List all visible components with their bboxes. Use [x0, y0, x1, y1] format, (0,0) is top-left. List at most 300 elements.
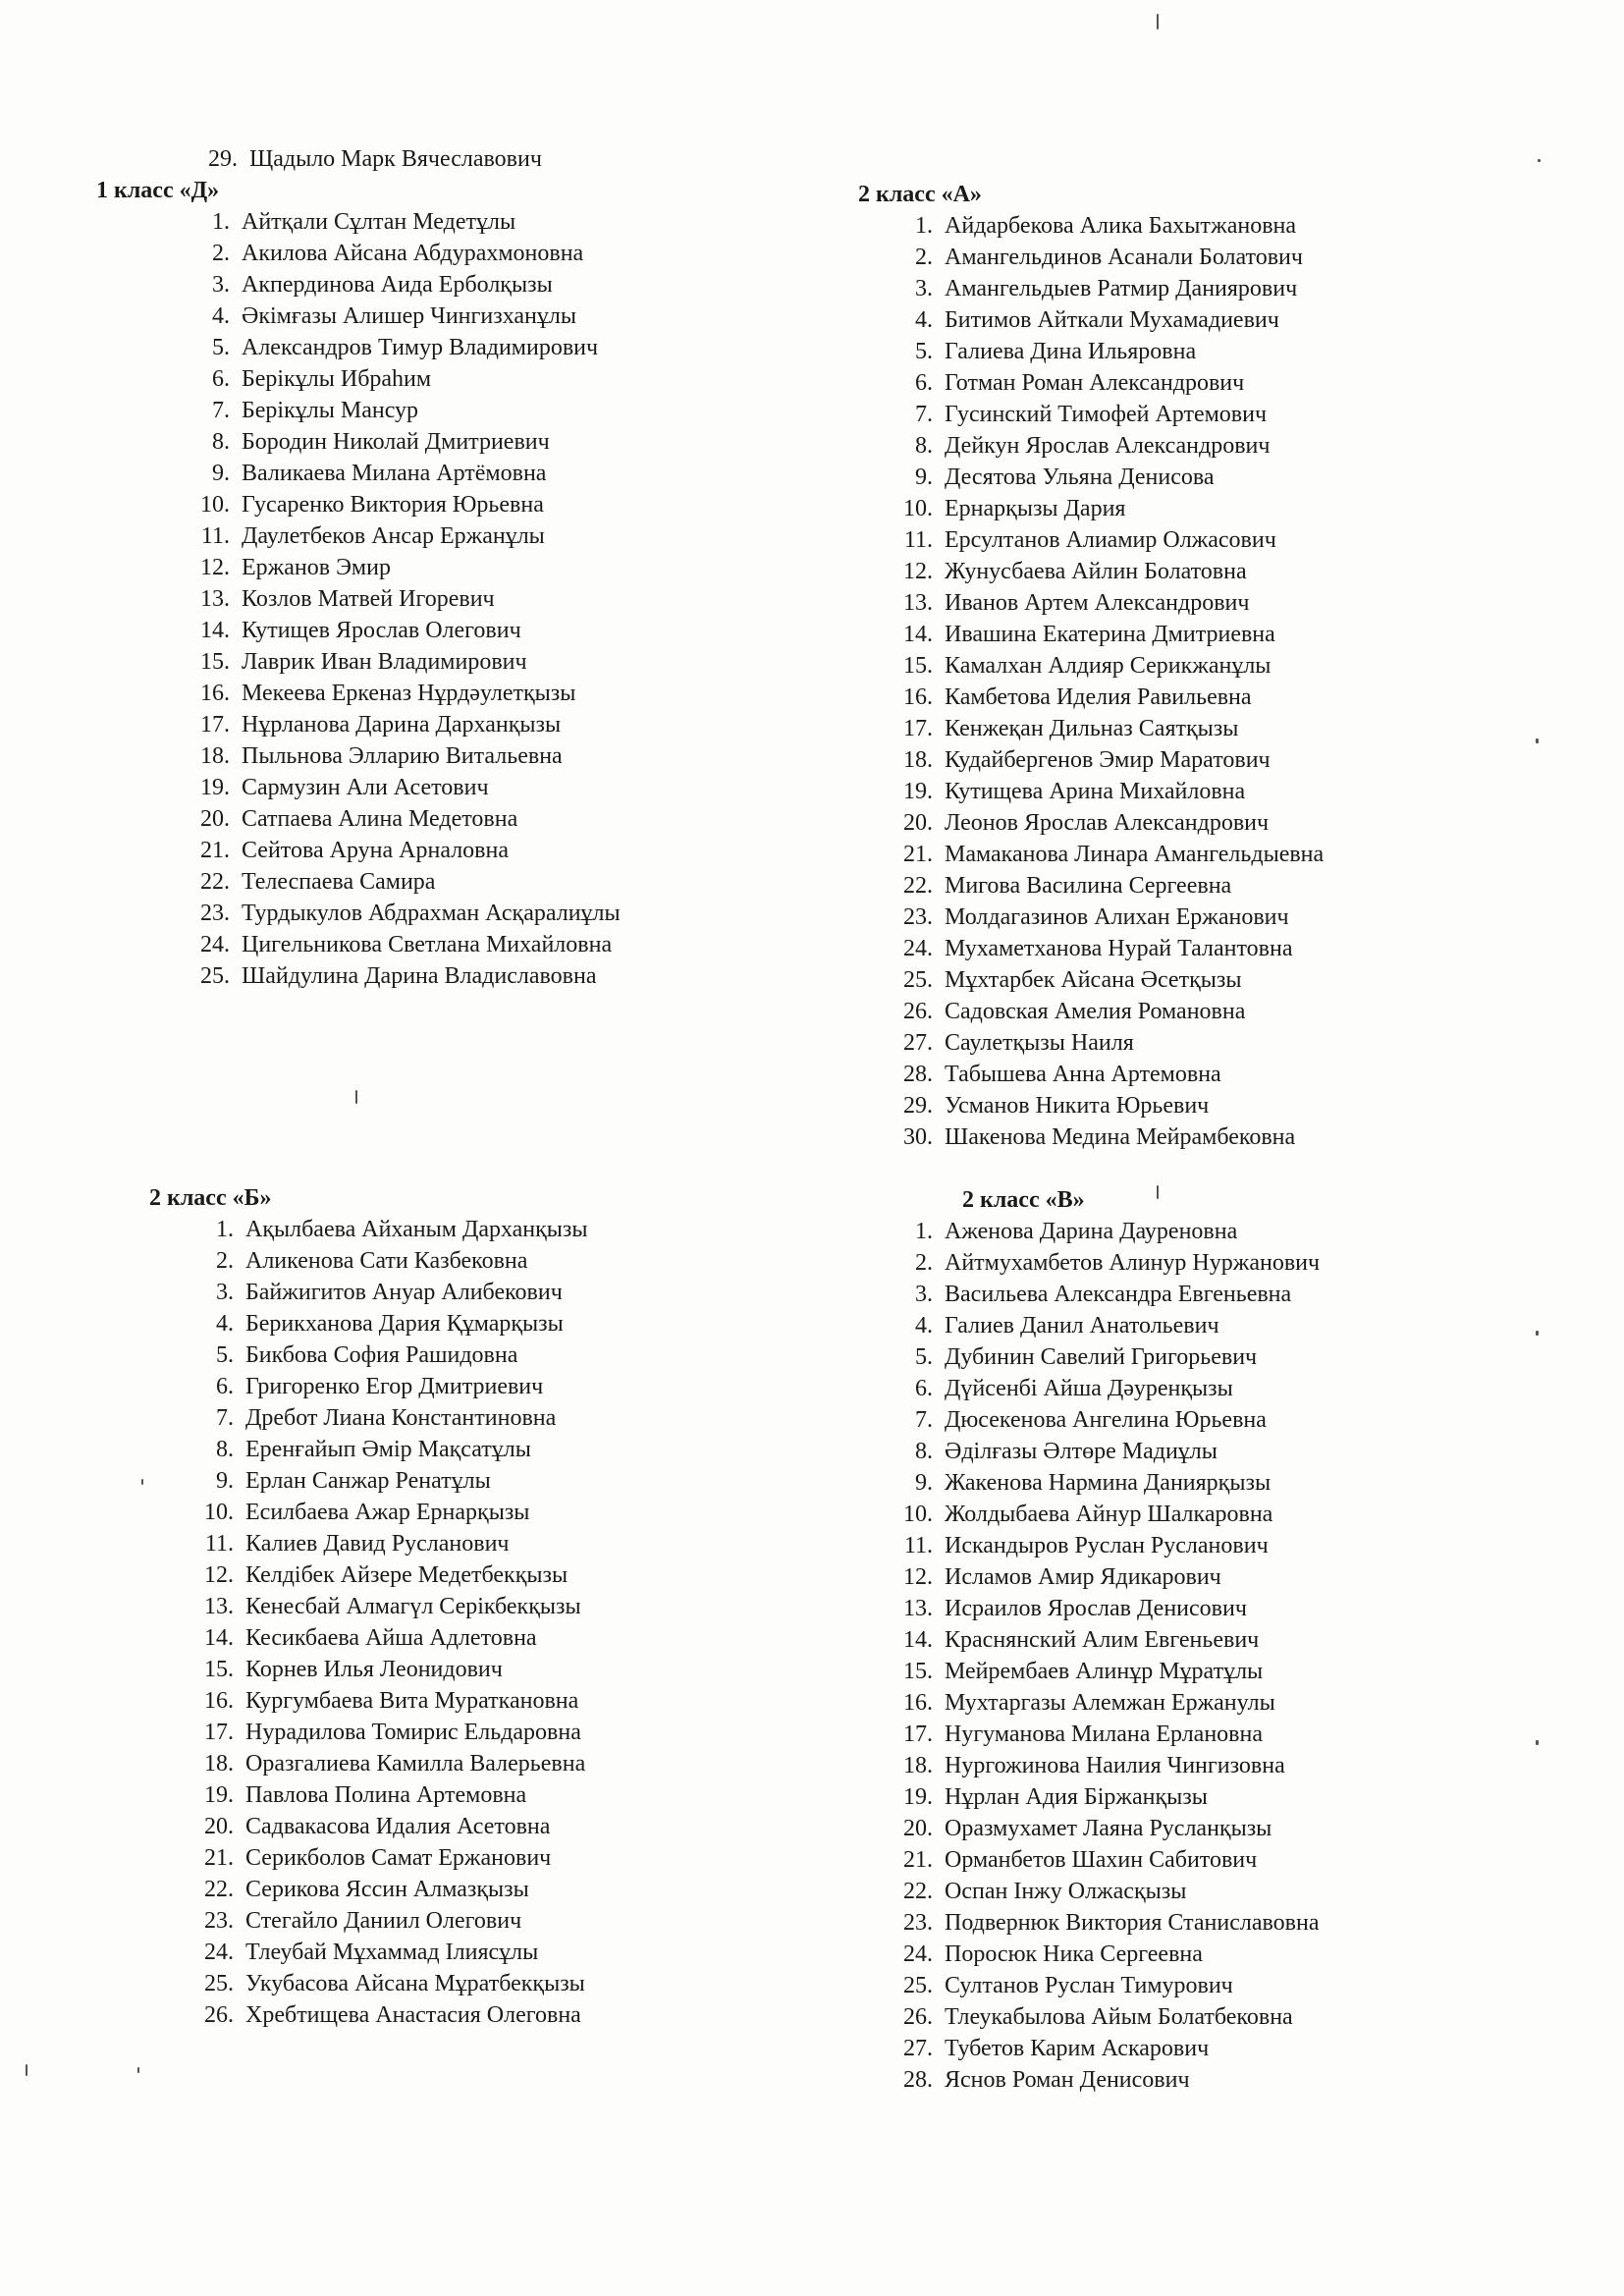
scan-speck — [137, 2067, 139, 2073]
student-name: Галиев Данил Анатольевич — [945, 1313, 1219, 1339]
student-name: Кургумбаева Вита Мураткановна — [245, 1688, 579, 1714]
carry-over-name: Щадыло Марк Вячеславович — [249, 146, 542, 172]
student-name: Яснов Роман Денисович — [945, 2067, 1190, 2093]
student-name: Кудайбергенов Эмир Маратович — [945, 747, 1271, 773]
student-number: 21. — [903, 842, 933, 867]
student-name: Кенесбай Алмагүл Серікбекқызы — [245, 1594, 581, 1619]
student-number: 6. — [915, 1376, 933, 1401]
carry-over-number: 29. — [208, 146, 238, 172]
student-name: Жакенова Нармина Даниярқызы — [945, 1470, 1272, 1496]
student-name: Иванов Артем Александрович — [945, 590, 1250, 616]
student-row — [192, 1371, 588, 1402]
scan-speck — [26, 2064, 27, 2076]
student-name: Бикбова София Рашидовна — [245, 1342, 518, 1368]
student-number: 6. — [212, 366, 230, 392]
student-name: Тлеубай Мұхаммад Ілиясұлы — [245, 1940, 539, 1965]
student-row — [192, 1842, 588, 1874]
student-row — [892, 1624, 1320, 1656]
student-number: 15. — [903, 1659, 933, 1684]
student-row — [189, 238, 621, 269]
student-name: Табышева Анна Артемовна — [945, 1062, 1221, 1087]
class-block-2b — [149, 1182, 588, 2031]
student-name: Берікұлы Мансур — [242, 398, 419, 423]
student-name: Мейрембаев Алинұр Мұратұлы — [945, 1659, 1264, 1684]
student-name: Гусинский Тимофей Артемович — [945, 402, 1268, 427]
student-name: Аженова Дарина Дауреновна — [945, 1219, 1238, 1244]
student-name: Оразгалиева Камилла Валерьевна — [245, 1751, 586, 1777]
student-name: Укубасова Айсана Мұратбекқызы — [245, 1971, 585, 1996]
student-number: 13. — [200, 586, 230, 612]
student-name: Леонов Ярослав Александрович — [945, 810, 1270, 836]
student-number: 2. — [216, 1248, 234, 1274]
student-number: 15. — [200, 649, 230, 675]
student-row — [892, 1970, 1320, 2001]
student-number: 23. — [903, 904, 933, 930]
student-name: Дюсекенова Ангелина Юрьевна — [945, 1407, 1267, 1433]
student-row — [892, 2064, 1320, 2096]
student-name: Бородин Николай Дмитриевич — [242, 429, 550, 455]
student-row — [189, 520, 621, 552]
student-name: Дүйсенбі Айша Дәуренқызы — [945, 1376, 1233, 1401]
student-number: 11. — [903, 1533, 933, 1558]
student-number: 18. — [903, 1753, 933, 1778]
student-number: 18. — [903, 747, 933, 773]
class-block-1d — [96, 175, 621, 992]
student-name: Камалхан Алдияр Серикжанұлы — [945, 653, 1272, 679]
student-name: Акилова Айсана Абдурахмоновна — [242, 241, 584, 266]
student-number: 14. — [903, 1627, 933, 1653]
student-row — [892, 1719, 1320, 1750]
student-name: Поросюк Ника Сергеевна — [945, 1941, 1203, 1967]
student-name: Сатпаева Алина Медетовна — [242, 806, 518, 832]
student-row — [189, 709, 621, 740]
student-name: Валикаева Милана Артёмовна — [242, 461, 547, 486]
student-row — [892, 2033, 1320, 2064]
student-number: 7. — [915, 402, 933, 427]
student-number: 23. — [903, 1910, 933, 1936]
student-number: 7. — [212, 398, 230, 423]
student-number: 8. — [216, 1437, 234, 1462]
student-name: Калиев Давид Русланович — [245, 1531, 510, 1557]
class-block-2a — [858, 179, 1324, 1153]
student-name: Султанов Руслан Тимурович — [945, 1973, 1233, 1998]
student-name: Подвернюк Виктория Станиславовна — [945, 1910, 1320, 1936]
student-row — [892, 1404, 1320, 1436]
student-row — [892, 336, 1324, 367]
student-number: 2. — [915, 245, 933, 270]
student-number: 14. — [204, 1625, 234, 1651]
student-number: 1. — [216, 1217, 234, 1242]
student-number: 20. — [204, 1814, 234, 1839]
student-name: Сармузин Али Асетович — [242, 775, 489, 800]
student-name: Есилбаева Ажар Ернарқызы — [245, 1500, 530, 1525]
student-number: 5. — [216, 1342, 234, 1368]
student-name: Стегайло Даниил Олегович — [245, 1908, 522, 1934]
student-name: Кесикбаева Айша Адлетовна — [245, 1625, 537, 1651]
student-row — [189, 835, 621, 866]
student-number: 12. — [200, 555, 230, 580]
student-number: 7. — [216, 1405, 234, 1431]
student-number: 16. — [200, 681, 230, 706]
student-name: Аликенова Сати Казбековна — [245, 1248, 528, 1274]
student-row — [892, 210, 1324, 242]
student-name: Садовская Амелия Романовна — [945, 999, 1246, 1024]
student-number: 16. — [903, 684, 933, 710]
student-name: Григоренко Егор Дмитриевич — [245, 1374, 544, 1399]
student-number: 5. — [915, 1344, 933, 1370]
student-row — [892, 273, 1324, 304]
student-number: 20. — [903, 1816, 933, 1841]
student-row — [892, 1373, 1320, 1404]
student-number: 10. — [903, 496, 933, 521]
student-row — [192, 1905, 588, 1937]
student-number: 14. — [903, 622, 933, 647]
student-number: 29. — [903, 1093, 933, 1119]
student-number: 1. — [915, 1219, 933, 1244]
student-number: 14. — [200, 618, 230, 643]
class-title: 1 класс «Д» — [96, 178, 220, 203]
student-row — [892, 587, 1324, 619]
student-row — [892, 1844, 1320, 1876]
student-name: Десятова Ульяна Денисова — [945, 465, 1215, 490]
student-row — [892, 367, 1324, 399]
scan-speck — [1536, 738, 1539, 743]
student-name: Берикханова Дария Құмарқызы — [245, 1311, 564, 1337]
student-row — [192, 1402, 588, 1434]
student-row — [189, 458, 621, 489]
student-number: 17. — [903, 716, 933, 741]
student-name: Жолдыбаева Айнур Шалкаровна — [945, 1502, 1273, 1527]
student-name: Готман Роман Александрович — [945, 370, 1245, 396]
student-number: 13. — [903, 590, 933, 616]
student-name: Ержанов Эмир — [242, 555, 391, 580]
student-name: Нұрлан Адия Біржанқызы — [945, 1784, 1208, 1810]
student-row — [192, 1968, 588, 1999]
student-row — [192, 1339, 588, 1371]
student-name: Дубинин Савелий Григорьевич — [945, 1344, 1258, 1370]
student-number: 8. — [915, 1439, 933, 1464]
student-row — [892, 1561, 1320, 1593]
student-row — [189, 929, 621, 960]
student-row — [189, 772, 621, 803]
student-number: 9. — [915, 1470, 933, 1496]
student-number: 22. — [204, 1877, 234, 1902]
student-number: 24. — [903, 936, 933, 961]
student-row — [192, 1654, 588, 1685]
student-row — [192, 1434, 588, 1465]
student-row — [192, 1811, 588, 1842]
student-name: Корнев Илья Леонидович — [245, 1657, 503, 1682]
student-number: 19. — [200, 775, 230, 800]
student-row — [892, 524, 1324, 556]
student-name: Нурадилова Томирис Ельдаровна — [245, 1720, 581, 1745]
student-number: 9. — [216, 1468, 234, 1494]
student-number: 26. — [903, 999, 933, 1024]
student-row — [892, 304, 1324, 336]
student-row — [892, 1593, 1320, 1624]
student-number: 17. — [200, 712, 230, 738]
student-row — [892, 650, 1324, 682]
student-number: 20. — [200, 806, 230, 832]
student-number: 27. — [903, 1030, 933, 1056]
scan-speck — [355, 1090, 357, 1104]
student-number: 30. — [903, 1124, 933, 1150]
student-name: Мамаканова Линара Амангельдыевна — [945, 842, 1325, 867]
student-number: 10. — [204, 1500, 234, 1525]
student-row — [892, 1436, 1320, 1467]
student-name: Кутищев Ярослав Олегович — [242, 618, 521, 643]
student-name: Камбетова Иделия Равильевна — [945, 684, 1252, 710]
student-row — [189, 363, 621, 395]
student-name: Нұрланова Дарина Дарханқызы — [242, 712, 562, 738]
student-row — [892, 1939, 1320, 1970]
student-row — [892, 619, 1324, 650]
student-row — [892, 1467, 1320, 1499]
student-number: 24. — [200, 932, 230, 957]
student-row — [189, 898, 621, 929]
student-row — [892, 839, 1324, 870]
student-name: Келдібек Айзере Медетбекқызы — [245, 1562, 568, 1588]
student-name: Еренғайып Әмір Мақсатұлы — [245, 1437, 531, 1462]
student-row — [892, 902, 1324, 933]
student-number: 15. — [903, 653, 933, 679]
student-name: Әкімғазы Алишер Чингизханұлы — [242, 303, 576, 329]
student-name: Сейтова Аруна Арналовна — [242, 838, 509, 863]
student-name: Шакенова Медина Мейрамбековна — [945, 1124, 1296, 1150]
student-row — [192, 1528, 588, 1559]
student-row — [892, 1907, 1320, 1939]
student-row — [892, 1876, 1320, 1907]
student-row — [892, 430, 1324, 462]
student-number: 3. — [216, 1280, 234, 1305]
student-row — [192, 1559, 588, 1591]
student-row — [892, 713, 1324, 744]
student-row — [189, 866, 621, 898]
student-number: 2. — [212, 241, 230, 266]
student-row — [189, 678, 621, 709]
student-number: 22. — [903, 873, 933, 899]
student-name: Исраилов Ярослав Денисович — [945, 1596, 1247, 1621]
student-row — [189, 206, 621, 238]
student-row — [892, 1813, 1320, 1844]
student-name: Ерсултанов Алиамир Олжасович — [945, 527, 1276, 553]
student-row — [192, 1308, 588, 1339]
student-number: 9. — [212, 461, 230, 486]
student-row — [189, 269, 621, 301]
student-row — [892, 996, 1324, 1027]
student-name: Павлова Полина Артемовна — [245, 1782, 527, 1808]
student-number: 6. — [915, 370, 933, 396]
student-row — [192, 1277, 588, 1308]
student-number: 1. — [915, 213, 933, 239]
student-row — [189, 426, 621, 458]
student-row — [892, 870, 1324, 902]
student-number: 23. — [204, 1908, 234, 1934]
student-number: 11. — [204, 1531, 234, 1557]
student-name: Александров Тимур Владимирович — [242, 335, 599, 360]
student-row — [192, 1748, 588, 1779]
student-name: Мухаметханова Нурай Талантовна — [945, 936, 1293, 961]
student-number: 27. — [903, 2036, 933, 2061]
student-number: 12. — [903, 559, 933, 584]
student-name: Гусаренко Виктория Юрьевна — [242, 492, 544, 518]
student-name: Серикова Яссин Алмазқызы — [245, 1877, 529, 1902]
student-number: 4. — [915, 307, 933, 333]
student-name: Ивашина Екатерина Дмитриевна — [945, 622, 1275, 647]
student-row — [189, 615, 621, 646]
student-row — [892, 807, 1324, 839]
student-number: 21. — [200, 838, 230, 863]
student-number: 3. — [915, 1282, 933, 1307]
student-row — [892, 1781, 1320, 1813]
student-row — [892, 1750, 1320, 1781]
student-row — [892, 682, 1324, 713]
student-name: Әділғазы Әлтөре Мадиұлы — [945, 1439, 1218, 1464]
student-row — [892, 1656, 1320, 1687]
student-row — [189, 552, 621, 583]
student-row — [892, 1027, 1324, 1059]
scan-speck — [1536, 1740, 1539, 1745]
student-number: 9. — [915, 465, 933, 490]
student-number: 25. — [903, 1973, 933, 1998]
student-name: Тлеукабылова Айым Болатбековна — [945, 2004, 1293, 2030]
student-number: 11. — [200, 523, 230, 549]
student-name: Байжигитов Ануар Алибекович — [245, 1280, 563, 1305]
scan-speck — [1538, 159, 1541, 162]
student-name: Мухтаргазы Алемжан Ержанулы — [945, 1690, 1275, 1716]
student-number: 13. — [903, 1596, 933, 1621]
student-name: Телеспаева Самира — [242, 869, 436, 895]
class-title: 2 класс «Б» — [149, 1185, 272, 1211]
student-name: Дребот Лиана Константиновна — [245, 1405, 557, 1431]
student-number: 17. — [903, 1722, 933, 1747]
student-name: Козлов Матвей Игоревич — [242, 586, 495, 612]
student-row — [192, 1497, 588, 1528]
student-name: Искандыров Руслан Русланович — [945, 1533, 1269, 1558]
student-number: 12. — [204, 1562, 234, 1588]
student-name: Орманбетов Шахин Сабитович — [945, 1847, 1258, 1873]
student-row — [892, 1530, 1320, 1561]
student-row — [192, 1999, 588, 2031]
student-name: Ернарқызы Дария — [945, 496, 1126, 521]
student-name: Мекеева Еркеназ Нұрдәулетқызы — [242, 681, 576, 706]
student-name: Айтмухамбетов Алинур Нуржанович — [945, 1250, 1321, 1276]
student-row — [892, 1499, 1320, 1530]
student-row — [892, 493, 1324, 524]
student-number: 17. — [204, 1720, 234, 1745]
student-list — [892, 210, 1324, 1153]
student-name: Садвакасова Идалия Асетовна — [245, 1814, 551, 1839]
student-name: Акпердинова Аида Ерболқызы — [242, 272, 553, 298]
student-row — [192, 1685, 588, 1717]
student-row — [189, 583, 621, 615]
student-name: Шайдулина Дарина Владиславовна — [242, 963, 597, 989]
student-row — [892, 1341, 1320, 1373]
student-number: 4. — [216, 1311, 234, 1337]
student-number: 26. — [903, 2004, 933, 2030]
student-name: Нургожинова Наилия Чингизовна — [945, 1753, 1285, 1778]
student-number: 4. — [212, 303, 230, 329]
student-number: 4. — [915, 1313, 933, 1339]
student-name: Битимов Айткали Мухамадиевич — [945, 307, 1279, 333]
student-list — [192, 1214, 588, 2031]
student-name: Даулетбеков Ансар Ержанұлы — [242, 523, 545, 549]
scan-speck — [141, 1479, 143, 1485]
student-row — [892, 1247, 1320, 1279]
student-number: 12. — [903, 1564, 933, 1590]
student-row — [892, 1216, 1320, 1247]
student-row — [892, 1310, 1320, 1341]
student-row — [892, 399, 1324, 430]
student-name: Мұхтарбек Айсана Әсетқызы — [945, 967, 1242, 993]
student-number: 28. — [903, 1062, 933, 1087]
student-name: Ақылбаева Айханым Дарханқызы — [245, 1217, 588, 1242]
student-row — [189, 803, 621, 835]
student-number: 13. — [204, 1594, 234, 1619]
student-number: 18. — [204, 1751, 234, 1777]
student-number: 16. — [903, 1690, 933, 1716]
student-row — [192, 1779, 588, 1811]
student-number: 11. — [903, 527, 933, 553]
student-name: Васильева Александра Евгеньевна — [945, 1282, 1292, 1307]
student-name: Амангельдинов Асанали Болатович — [945, 245, 1303, 270]
class-block-2v — [903, 1184, 1321, 2096]
student-row — [189, 301, 621, 332]
student-number: 5. — [915, 339, 933, 364]
student-row — [892, 933, 1324, 964]
student-name: Амангельдыев Ратмир Даниярович — [945, 276, 1298, 301]
student-row — [892, 964, 1324, 996]
student-number: 26. — [204, 2002, 234, 2028]
student-number: 24. — [903, 1941, 933, 1967]
student-row — [192, 1245, 588, 1277]
student-list — [892, 1216, 1320, 2096]
scan-speck — [1157, 14, 1159, 29]
student-row — [189, 332, 621, 363]
student-name: Хребтищева Анастасия Олеговна — [245, 2002, 581, 2028]
student-number: 15. — [204, 1657, 234, 1682]
student-name: Пыльнова Элларию Витальевна — [242, 743, 563, 769]
student-number: 16. — [204, 1688, 234, 1714]
student-name: Айдарбекова Алика Бахытжановна — [945, 213, 1297, 239]
student-number: 20. — [903, 810, 933, 836]
student-number: 19. — [903, 1784, 933, 1810]
student-number: 5. — [212, 335, 230, 360]
student-name: Ерлан Санжар Ренатұлы — [245, 1468, 491, 1494]
student-number: 24. — [204, 1940, 234, 1965]
student-row — [892, 776, 1324, 807]
student-name: Жунусбаева Айлин Болатовна — [945, 559, 1247, 584]
student-row — [892, 556, 1324, 587]
student-name: Саулетқызы Наиля — [945, 1030, 1134, 1056]
student-name: Кенжеқан Дильназ Саятқызы — [945, 716, 1239, 741]
student-row — [892, 1279, 1320, 1310]
student-row — [189, 740, 621, 772]
student-number: 19. — [204, 1782, 234, 1808]
carry-over-entry — [196, 143, 542, 175]
student-number: 18. — [200, 743, 230, 769]
student-name: Молдагазинов Алихан Ержанович — [945, 904, 1289, 930]
student-name: Нугуманова Милана Ерлановна — [945, 1722, 1263, 1747]
student-row — [892, 2001, 1320, 2033]
student-row — [192, 1717, 588, 1748]
student-number: 3. — [212, 272, 230, 298]
class-title: 2 класс «А» — [858, 182, 982, 207]
student-name: Мигова Василина Сергеевна — [945, 873, 1232, 899]
student-name: Усманов Никита Юрьевич — [945, 1093, 1210, 1119]
student-row — [189, 646, 621, 678]
student-name: Галиева Дина Ильяровна — [945, 339, 1197, 364]
